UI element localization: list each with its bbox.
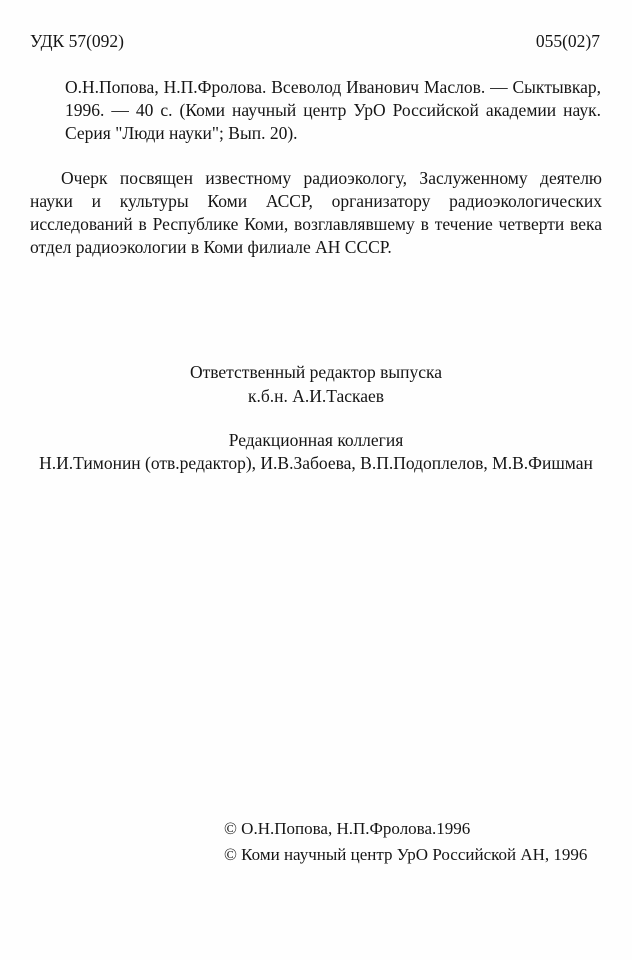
editorial-board-members: Н.И.Тимонин (отв.редактор), И.В.Забоева, В.П.Подоплелов, М.В.Фишман (39, 453, 593, 473)
responsible-editor-title: Ответственный редактор выпуска (189, 362, 443, 382)
copyright-block (224, 816, 587, 868)
editorial-board-block (0, 429, 632, 475)
udk-code: УДК 57(092) (30, 31, 125, 51)
copyright-line-authors: © О.Н.Попова, Н.П.Фролова.1996 (224, 819, 471, 838)
classification-header (30, 30, 600, 52)
copyright-line-publisher: © Коми научный центр УрО Российской АН, 1996 (224, 845, 588, 864)
editorial-board-title: Редакционная коллегия (228, 430, 404, 450)
abstract-paragraph: Очерк посвящен известному радиоэкологу, Заслуженному деятелю науки и культуры Коми АССР, организатору радиоэкологических исследований в Республике Коми, возглавлявшему в течение четверти века отдел радиоэкологии в Коми филиале АН СССР. (30, 167, 602, 257)
responsible-editor-block (0, 360, 632, 408)
responsible-editor-name: к.б.н. А.И.Таскаев (247, 386, 385, 406)
library-code: 055(02)7 (535, 31, 600, 51)
bibliography-entry: О.Н.Попова, Н.П.Фролова. Всеволод Иванович Маслов. — Сыктывкар, 1996. — 40 с. (Коми научный центр УрО Российской академии наук. Серия "Люди науки"; Вып. 20). (65, 76, 601, 143)
